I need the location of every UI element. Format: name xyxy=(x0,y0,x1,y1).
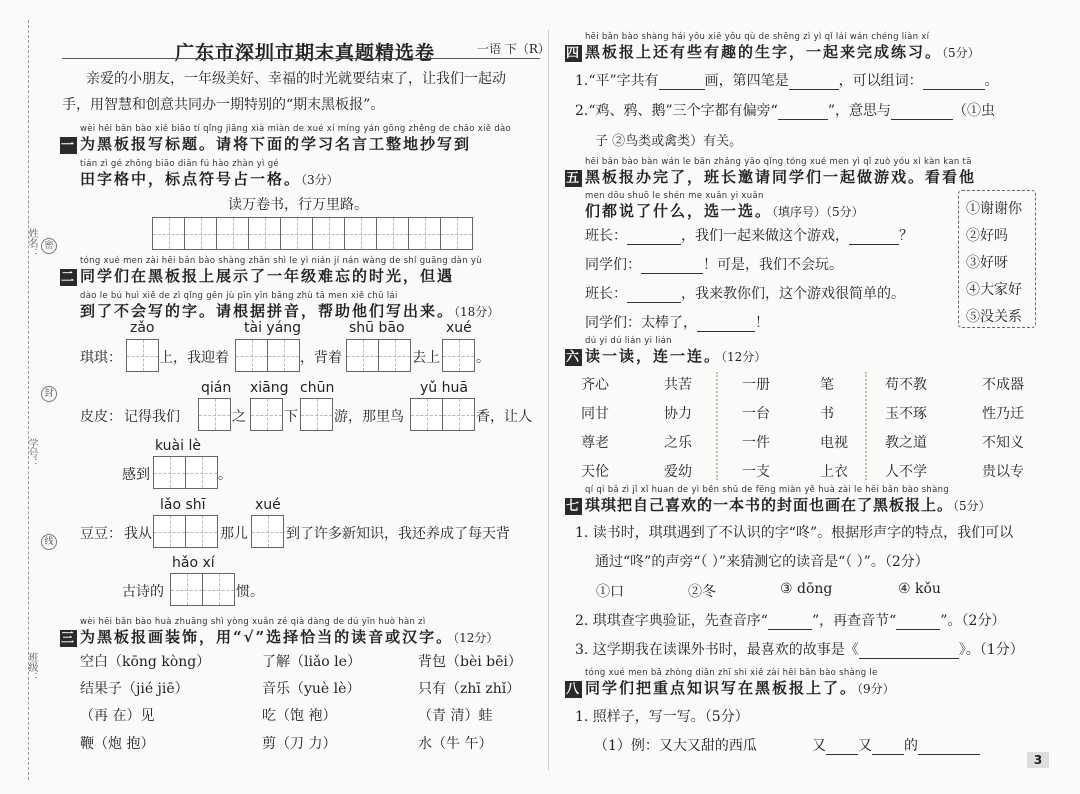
sec4-q2-a: 2.“鸡、鸦、鹅”三个字都有偏旁“ xyxy=(575,103,778,119)
q1-text-3: 去上 xyxy=(412,350,440,366)
answer-blank[interactable] xyxy=(778,105,828,120)
dialogue-text: ，我们一起来做这个游戏， xyxy=(681,228,849,244)
sec2-pinyin-2: dào le bú huì xiě de zì qǐng gēn jù pīn yīn bāng zhù tā men xiě chū lái xyxy=(80,291,398,301)
sec8-you-1: 又 xyxy=(812,738,826,754)
q5-text-1: 古诗的 xyxy=(122,584,164,600)
sec5-score: （5分） xyxy=(826,205,864,219)
sec3-item[interactable]: 了解（liǎo le） xyxy=(262,654,361,670)
match-word[interactable]: 笔 xyxy=(820,377,834,393)
match-word[interactable]: 同甘 xyxy=(581,406,609,422)
sec3-heading xyxy=(60,626,498,647)
q2-text-3: 下 xyxy=(284,409,298,425)
speaker-qiqi: 琪琪： xyxy=(80,350,122,366)
sec3-score: （12分） xyxy=(453,631,499,645)
q2-text-1: 记得我们 xyxy=(124,409,180,425)
sec8-example: （1）例：又大又甜的西瓜 xyxy=(594,738,757,754)
dialogue-end: ？ xyxy=(899,228,913,244)
answer-blank[interactable] xyxy=(659,75,705,90)
sec8-q1: 1. 照样子，写一写。（5分） xyxy=(575,709,749,725)
sec6-title: 读一读，连一连。 xyxy=(585,347,722,365)
grade-label: 一语 下（R） xyxy=(477,42,550,56)
sec5-pinyin-2: men dōu shuō le shén me xuǎn yi xuǎn xyxy=(585,191,764,201)
q3-text-2: 。 xyxy=(218,467,232,483)
sec7-q3-b: 》。（1分） xyxy=(958,642,1024,658)
dialogue-line xyxy=(585,312,769,332)
seal-dot: 线 xyxy=(41,534,57,550)
sec5-heading xyxy=(565,166,976,187)
column-divider xyxy=(548,30,549,770)
sec3-item[interactable]: 只有（zhī zhǐ） xyxy=(418,681,521,697)
match-word[interactable]: 共苦 xyxy=(664,377,692,393)
answer-cell[interactable] xyxy=(235,339,268,372)
answer-blank[interactable] xyxy=(896,615,940,630)
pinyin-shubao: shū bāo xyxy=(349,320,405,336)
sec6-heading xyxy=(565,345,766,366)
answer-cell[interactable] xyxy=(250,398,283,431)
sec3-item[interactable]: 鞭（炮 抱） xyxy=(80,736,155,752)
sec8-pinyin: tóng xué men bǎ zhòng diǎn zhī shi xiě zài hēi bǎn bào shàng le xyxy=(585,668,878,678)
match-word[interactable]: 天伦 xyxy=(581,464,609,480)
sec7-q1-line2: 通过“咚”的声旁“（ ）”来猜测它的读音是“（ ）”。（2分） xyxy=(595,554,929,570)
sec5-number: 五 xyxy=(565,170,581,186)
tian-cell[interactable] xyxy=(312,217,345,250)
pinyin-xue-2: xué xyxy=(255,497,281,513)
sec3-item[interactable]: 背包（bèi bēi） xyxy=(418,654,522,670)
answer-blank[interactable] xyxy=(918,740,980,755)
pinyin-laoshi: lǎo shī xyxy=(160,497,206,513)
sec6-number: 六 xyxy=(565,349,581,365)
answer-cell[interactable] xyxy=(442,339,475,372)
seal-dot: 密 xyxy=(41,238,57,254)
speaker-pipi: 皮皮： xyxy=(80,409,122,425)
q2-text-6: 香，让人 xyxy=(476,409,532,425)
q5-text-2: 惯。 xyxy=(236,584,264,600)
pinyin-qian: qián xyxy=(201,380,232,396)
speaker-doudou: 豆豆： xyxy=(80,526,122,542)
answer-cell[interactable] xyxy=(300,398,333,431)
sec7-option[interactable]: ④ kǒu xyxy=(898,581,941,597)
answer-blank[interactable] xyxy=(859,644,959,659)
sec1-heading xyxy=(60,133,471,154)
sec8-de: 的 xyxy=(904,738,918,754)
tian-cell[interactable] xyxy=(248,217,281,250)
sec1-heading-2 xyxy=(80,168,339,189)
tian-cell[interactable] xyxy=(216,217,249,250)
tian-cell[interactable] xyxy=(440,217,473,250)
sec3-item[interactable]: 音乐（yuè lè） xyxy=(262,681,361,697)
sec7-option[interactable]: ③ dōng xyxy=(780,581,833,597)
sec4-heading xyxy=(565,41,980,62)
option-item: ④大家好 xyxy=(966,282,1022,298)
tian-cell[interactable] xyxy=(344,217,377,250)
answer-cell[interactable] xyxy=(378,339,411,372)
answer-blank[interactable] xyxy=(849,230,899,245)
match-word[interactable]: 玉不琢 xyxy=(885,406,927,422)
pinyin-haoxi: hǎo xí xyxy=(172,555,215,571)
sec2-number: 二 xyxy=(60,269,76,285)
sec3-item[interactable]: 结果子（jié jiē） xyxy=(80,681,189,697)
option-item: ②好吗 xyxy=(966,228,1008,244)
answer-cell[interactable] xyxy=(251,515,284,548)
answer-blank[interactable] xyxy=(923,75,985,90)
sec3-item[interactable]: （再 在）见 xyxy=(80,708,155,724)
answer-cell[interactable] xyxy=(126,339,159,372)
sec3-number: 三 xyxy=(60,630,76,646)
answer-blank[interactable] xyxy=(627,230,681,245)
q4-text-3: 到了许多新知识，我还养成了每天背 xyxy=(286,526,510,542)
answer-cell[interactable] xyxy=(442,398,475,431)
vine-divider xyxy=(865,372,873,480)
match-word[interactable]: 教之道 xyxy=(885,435,927,451)
sec2-score: （18分） xyxy=(454,305,500,319)
answer-blank[interactable] xyxy=(627,288,681,303)
sec3-item[interactable]: 空白（kōng kòng） xyxy=(80,654,211,670)
q2-text-5: 游，那里鸟 xyxy=(334,409,404,425)
sec1-pinyin-1: wèi hēi bǎn bào xiě biāo tí qǐng jiāng xià miàn de xué xí míng yán gōng zhěng de chāo xiě dào xyxy=(80,124,512,134)
sec5-title-1: 黑板报办完了，班长邀请同学们一起做游戏。看看他 xyxy=(585,168,977,186)
q4-text-1: 我从 xyxy=(124,526,152,542)
answer-blank[interactable] xyxy=(697,317,755,332)
dialogue-text: ！可是，我们不会玩。 xyxy=(703,257,843,273)
sec2-title-2: 到了不会写的字。请根据拼音，帮助他们写出来。 xyxy=(80,302,455,320)
sec6-pinyin: dú yi dú lián yi lián xyxy=(585,336,672,346)
q1-text-1: 上，我迎着 xyxy=(159,350,229,366)
match-word[interactable]: 贵以专 xyxy=(982,464,1024,480)
dialogue-line xyxy=(585,225,913,245)
match-word[interactable]: 尊老 xyxy=(581,435,609,451)
match-word[interactable]: 一台 xyxy=(742,406,770,422)
sec8-score: （9分） xyxy=(857,682,895,696)
sec3-pinyin: wèi hēi bǎn bào huà zhuāng shì yòng xuǎn zé qià dàng de dú yīn huò hàn zì xyxy=(80,617,426,627)
sec8-number: 八 xyxy=(565,681,581,697)
sec2-pinyin-1: tóng xué men zài hēi bǎn bào shàng zhǎn shì le yì nián jí nán wàng de shí guāng dàn yù xyxy=(80,256,482,266)
match-word[interactable]: 性乃迁 xyxy=(982,406,1024,422)
tian-cell[interactable] xyxy=(408,217,441,250)
sec4-pinyin: hēi bǎn bào shàng hái yǒu xiē yǒu qù de shēng zì yì qǐ lái wán chéng liàn xí xyxy=(585,32,930,42)
answer-cell[interactable] xyxy=(185,515,218,548)
sec7-q2 xyxy=(575,610,1005,630)
sec5-title-2: 们都说了什么，选一选。 xyxy=(585,202,773,220)
sec4-number: 四 xyxy=(565,45,581,61)
sec1-tian-grid[interactable] xyxy=(152,217,472,248)
sec7-q3-a: 3. 这学期我在读课外书时，最喜欢的故事是《 xyxy=(575,642,859,658)
sec7-q1-line1: 1. 读书时，琪琪遇到了不认识的字“咚”。根据形声字的特点，我们可以 xyxy=(575,525,1014,541)
sec2-heading-2 xyxy=(80,300,499,321)
match-word[interactable]: 一支 xyxy=(742,464,770,480)
sec5-heading-2 xyxy=(585,200,864,221)
sec3-title: 为黑板报画装饰，用“√”选择恰当的读音或汉字。 xyxy=(80,628,454,646)
page-title: 广东市深圳市期末真题精选卷 xyxy=(175,42,436,64)
match-word[interactable]: 不成器 xyxy=(982,377,1024,393)
q1-text-2: ，背着 xyxy=(300,350,342,366)
q4-text-2: 那儿 xyxy=(220,526,248,542)
dialogue-end: ！ xyxy=(755,315,769,331)
sec1-number: 一 xyxy=(60,137,76,153)
answer-blank[interactable] xyxy=(872,740,904,755)
sec7-option[interactable]: ②冬 xyxy=(688,584,716,600)
sec1-quote: 读万卷书，行万里路。 xyxy=(228,197,368,213)
sec3-item[interactable]: （青 清）蛙 xyxy=(418,708,493,724)
option-item: ③好呀 xyxy=(966,255,1008,271)
sec4-q1-c: ，可以组词： xyxy=(838,73,923,89)
q3-text-1: 感到 xyxy=(122,467,150,483)
sec1-score: （3分） xyxy=(301,173,339,187)
number-label: 学号： xyxy=(26,438,37,468)
answer-cell[interactable] xyxy=(202,573,235,606)
match-word[interactable]: 一件 xyxy=(742,435,770,451)
sec5-note: （填序号） xyxy=(772,205,827,219)
tian-cell[interactable] xyxy=(280,217,313,250)
pinyin-xiang: xiāng xyxy=(250,380,289,396)
pinyin-yuhua: yǔ huā xyxy=(420,380,468,396)
pinyin-xue: xué xyxy=(446,320,472,336)
name-label: 姓名： xyxy=(26,228,37,258)
sec8-heading xyxy=(565,677,895,698)
sec4-q1-a: 1.“平”字共有 xyxy=(575,73,659,89)
dialogue-text: ，我来教你们，这个游戏很简单的。 xyxy=(681,286,905,302)
sec8-you-2: 又 xyxy=(858,738,872,754)
title-rule xyxy=(62,58,540,59)
dialogue-speaker: 班长： xyxy=(585,286,627,302)
intro-line-1: 亲爱的小朋友，一年级美好、幸福的时光就要结束了，让我们一起动 xyxy=(86,71,506,87)
sec4-q2-c: （①虫 xyxy=(953,103,996,119)
answer-cell[interactable] xyxy=(198,398,231,431)
dialogue-speaker: 同学们：太棒了， xyxy=(585,315,697,331)
sec3-item[interactable]: 剪（刀 力） xyxy=(262,736,337,752)
answer-blank[interactable] xyxy=(789,75,839,90)
vine-divider xyxy=(716,372,724,480)
match-word[interactable]: 爱幼 xyxy=(664,464,692,480)
sec7-q2-a: 2. 琪琪查字典验证，先查音序“ xyxy=(575,613,768,629)
sec3-item[interactable]: 水（牛 午） xyxy=(418,736,493,752)
sec7-q2-b: ”，再查音节“ xyxy=(811,613,897,629)
option-item: ⑤没关系 xyxy=(966,309,1022,325)
sec4-score: （5分） xyxy=(942,46,980,60)
pinyin-taiyang: tài yáng xyxy=(244,320,302,336)
tian-cell[interactable] xyxy=(184,217,217,250)
dialogue-speaker: 班长： xyxy=(585,228,627,244)
answer-blank[interactable] xyxy=(641,259,703,274)
dialogue-line xyxy=(585,254,843,274)
sec4-q1-d: 。 xyxy=(984,73,999,89)
answer-cell[interactable] xyxy=(267,339,300,372)
sec7-title: 琪琪把自己喜欢的一本书的封面也画在了黑板报上。 xyxy=(585,496,954,514)
sec1-title-1: 为黑板报写标题。请将下面的学习名言工整地抄写到 xyxy=(80,135,472,153)
sec7-number: 七 xyxy=(565,498,581,514)
answer-cell[interactable] xyxy=(153,456,186,489)
pinyin-zao: zǎo xyxy=(130,320,155,336)
seal-dot: 封 xyxy=(41,386,57,402)
dialogue-line xyxy=(585,283,905,303)
sec2-heading xyxy=(60,265,454,286)
match-word[interactable]: 人不学 xyxy=(885,464,927,480)
match-word[interactable]: 上衣 xyxy=(820,464,848,480)
answer-blank[interactable] xyxy=(826,740,858,755)
sec7-heading xyxy=(565,494,991,515)
sec4-title: 黑板报上还有些有趣的生字，一起来完成练习。 xyxy=(585,43,943,61)
sec8-pattern xyxy=(812,735,980,755)
answer-cell[interactable] xyxy=(185,456,218,489)
answer-blank[interactable] xyxy=(768,615,812,630)
match-word[interactable]: 协力 xyxy=(664,406,692,422)
sec4-q1 xyxy=(575,70,999,90)
answer-cell[interactable] xyxy=(153,515,186,548)
sec2-title-1: 同学们在黑板报上展示了一年级难忘的时光，但遇 xyxy=(80,267,455,285)
sec3-item[interactable]: 吃（饱 袍） xyxy=(262,708,337,724)
sec4-q2-options: 子 ②鸟类或禽类）有关。 xyxy=(595,134,743,149)
q1-text-4: 。 xyxy=(476,350,490,366)
tian-cell[interactable] xyxy=(376,217,409,250)
match-word[interactable]: 电视 xyxy=(820,435,848,451)
pinyin-kuaile: kuài lè xyxy=(155,438,201,454)
match-word[interactable]: 不知义 xyxy=(982,435,1024,451)
match-word[interactable]: 齐心 xyxy=(581,377,609,393)
sec7-score: （5分） xyxy=(953,499,991,513)
match-word[interactable]: 书 xyxy=(820,406,834,422)
match-word[interactable]: 苟不教 xyxy=(885,377,927,393)
match-word[interactable]: 一册 xyxy=(742,377,770,393)
sec7-q2-c: ”。（2分） xyxy=(940,613,1006,629)
page-number: 3 xyxy=(1027,752,1049,768)
answer-cell[interactable] xyxy=(410,398,443,431)
pinyin-chun: chūn xyxy=(300,380,335,396)
sec4-q1-b: 画，第四笔是 xyxy=(704,73,789,89)
option-item: ①谢谢你 xyxy=(966,201,1022,217)
answer-cell[interactable] xyxy=(346,339,379,372)
intro-line-2: 手，用智慧和创意共同办一期特别的“期末黑板报”。 xyxy=(62,97,385,113)
sec7-pinyin: qí qi bǎ zì jǐ xǐ huan de yì běn shū de fēng miàn yě huà zài le hēi bǎn bào shàng xyxy=(585,485,950,495)
answer-blank[interactable] xyxy=(891,105,953,120)
q2-text-2: 之 xyxy=(232,409,246,425)
answer-cell[interactable] xyxy=(170,573,203,606)
match-word[interactable]: 之乐 xyxy=(664,435,692,451)
sec7-option[interactable]: ①口 xyxy=(596,584,624,600)
sec5-pinyin-1: hēi bǎn bào bàn wán le bān zhǎng yāo qǐng tóng xué men yì qǐ zuò yóu xì kàn kan tā xyxy=(585,157,972,167)
sec1-title-2: 田字格中，标点符号占一格。 xyxy=(80,170,302,188)
tian-cell[interactable] xyxy=(152,217,185,250)
sec6-score: （12分） xyxy=(721,350,767,364)
sec8-title: 同学们把重点知识写在黑板报上了。 xyxy=(585,679,858,697)
sec4-q2-b: ”，意思与 xyxy=(827,103,892,119)
sec1-pinyin-2: tián zì gé zhōng biāo diǎn fú hào zhàn yì gé xyxy=(80,159,279,169)
sec4-q2 xyxy=(575,100,995,120)
sec7-q3 xyxy=(575,639,1024,659)
dialogue-speaker: 同学们： xyxy=(585,257,641,273)
class-label: 班级： xyxy=(26,652,37,682)
